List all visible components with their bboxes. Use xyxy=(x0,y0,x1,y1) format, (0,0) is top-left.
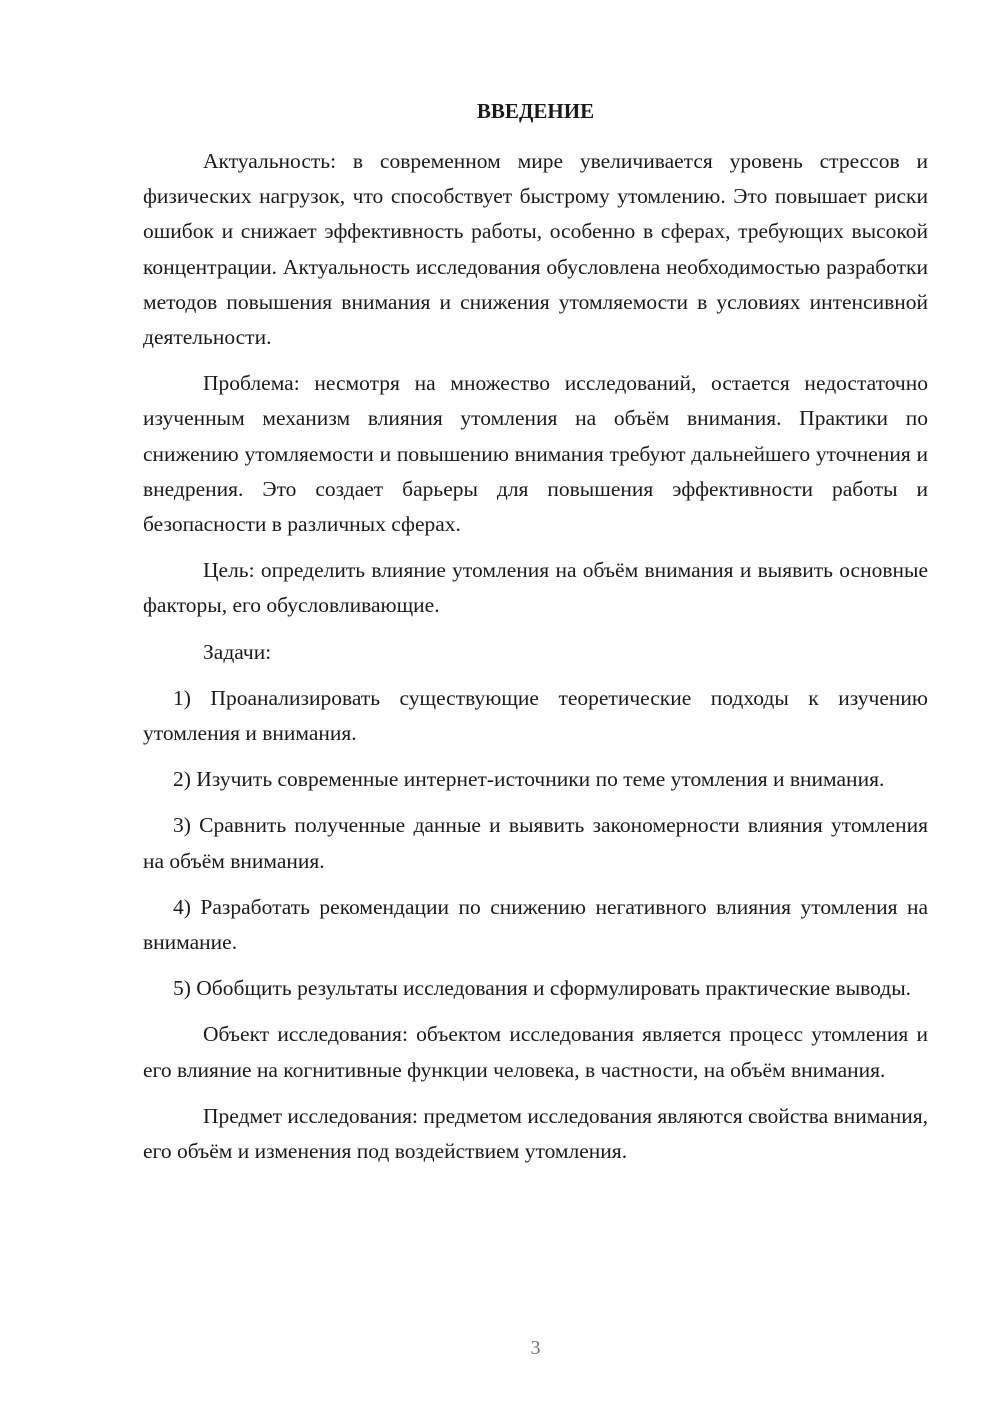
tasks-heading: Задачи: xyxy=(203,639,272,664)
section-title: ВВЕДЕНИЕ xyxy=(476,99,595,123)
goal-paragraph: Цель: определить влияние утомления на объём внимания и выявить основные факторы, его обусловливающие. xyxy=(143,558,928,618)
task-item-1: 1) Проанализировать существующие теоретические подходы к изучению утомления и внимания. xyxy=(143,685,928,746)
task-item-2: 2) Изучить современные интернет-источники по теме утомления и внимания. xyxy=(173,767,885,792)
page-number: 3 xyxy=(530,1337,541,1359)
subject-paragraph: Предмет исследования: предметом исследования являются свойства внимания, его объём и изменения под воздействием утомления. xyxy=(143,1103,928,1164)
relevance-paragraph: Актуальность: в современном мире увеличивается уровень стрессов и физических нагрузок, что способствует быстрому утомлению. Это повышает риски ошибок и снижает эффективность работы, особенно в сферах, требующих высокой концентрации. Актуальность исследования обусловлена необходимостью разработки методов повышения внимания и снижения утомляемости в условиях интенсивной деятельности. xyxy=(143,149,928,350)
task-item-4: 4) Разработать рекомендации по снижению негативного влияния утомления на внимание. xyxy=(143,894,928,955)
object-paragraph: Объект исследования: объектом исследования является процесс утомления и его влияние на когнитивные функции человека, в частности, на объём внимания. xyxy=(143,1022,928,1082)
task-item-5: 5) Обобщить результаты исследования и сформулировать практические выводы. xyxy=(173,976,912,1001)
task-item-3: 3) Сравнить полученные данные и выявить закономерности влияния утомления на объём внимания. xyxy=(143,813,928,873)
document-body xyxy=(143,144,928,1180)
problem-paragraph: Проблема: несмотря на множество исследований, остается недостаточно изученным механизм влияния утомления на объём внимания. Практики по снижению утомляемости и повышению внимания требуют дальнейшего уточнения и внедрения. Это создает барьеры для повышения эффективности работы и безопасности в различных сферах. xyxy=(143,371,928,537)
